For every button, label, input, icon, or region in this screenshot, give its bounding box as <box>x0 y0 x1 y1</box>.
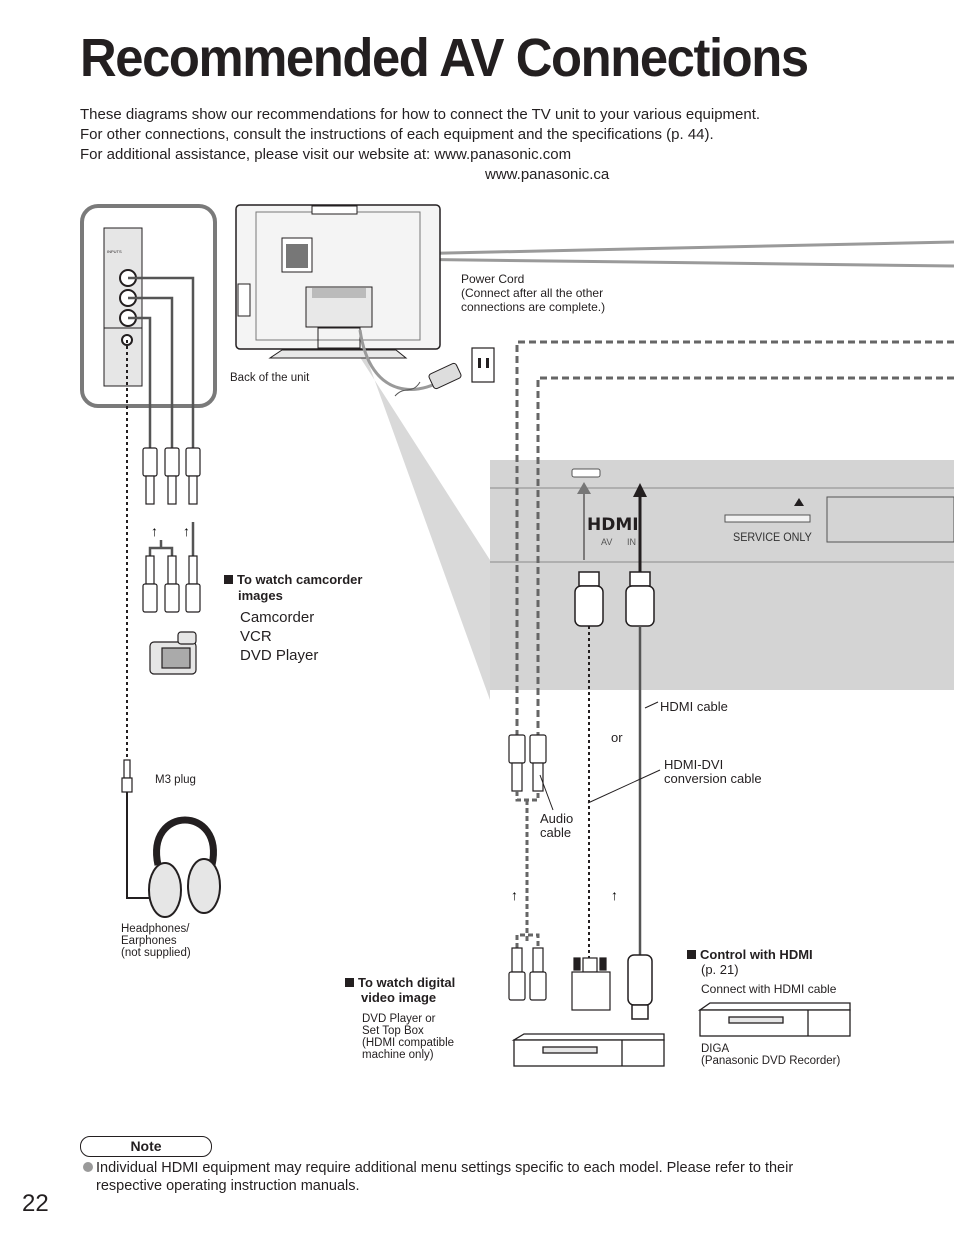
diga-recorder-icon <box>700 1003 850 1036</box>
digital-header <box>345 975 455 991</box>
back-of-unit-label: Back of the unit <box>230 372 310 384</box>
diga-label: (Panasonic DVD Recorder) <box>701 1055 841 1067</box>
tv-back-icon <box>236 205 440 358</box>
headphones-icon <box>149 820 220 917</box>
power-cord-note: (Connect after all the other <box>461 286 604 300</box>
control-hdmi-header <box>687 947 813 963</box>
audio-rca-plugs <box>509 735 546 791</box>
svg-text:↑: ↑ <box>151 523 158 539</box>
power-cord-label: Power Cord <box>461 272 525 286</box>
service-only-label: SERVICE ONLY <box>733 530 812 544</box>
digital-device-label: (HDMI compatible <box>362 1037 455 1049</box>
camcorder-header: images <box>238 588 283 603</box>
m3-plug <box>122 760 132 792</box>
intro-line: www.panasonic.ca <box>485 166 610 183</box>
hdmi-plug-lower <box>628 955 652 1019</box>
terminal-panel <box>490 460 954 690</box>
note-line: respective operating instruction manuals. <box>96 1178 360 1194</box>
digital-device-label: Set Top Box <box>362 1025 424 1037</box>
note-text <box>83 1159 883 1195</box>
header-text: Control with HDMI <box>700 947 813 962</box>
m3-plug-label: M3 plug <box>155 774 196 786</box>
header-text: To watch digital <box>358 975 456 990</box>
control-page-ref: (p. 21) <box>701 962 739 977</box>
digital-header: video image <box>361 990 437 1005</box>
camcorder-icon <box>150 632 196 674</box>
headphones-label: Headphones/ <box>121 923 190 935</box>
rca-plugs-lower <box>143 556 200 612</box>
service-slot <box>725 515 810 522</box>
svg-text:INPUTS: INPUTS <box>107 249 122 254</box>
device-label: VCR <box>240 628 272 645</box>
hdmi-logo: HDMI <box>587 515 639 535</box>
panel-in-label: IN <box>627 537 636 547</box>
note-heading: Note <box>80 1136 212 1157</box>
digital-device-label: machine only) <box>362 1049 434 1061</box>
square-bullet-icon <box>224 575 233 584</box>
camcorder-header <box>224 572 362 588</box>
svg-text:↑: ↑ <box>611 887 618 903</box>
power-cord-note: connections are complete.) <box>461 300 606 314</box>
svg-text:↑: ↑ <box>183 523 190 539</box>
digital-device-label: DVD Player or <box>362 1013 436 1025</box>
note-line: Individual HDMI equipment may require additional menu settings specific to each model. Please refer to their <box>96 1160 794 1176</box>
connect-hdmi-label: Connect with HDMI cable <box>701 982 837 996</box>
audio-rca-plugs-lower <box>509 948 546 1000</box>
header-text: To watch camcorder <box>237 572 363 587</box>
dvi-connector <box>572 958 610 1010</box>
square-bullet-icon <box>345 978 354 987</box>
square-bullet-icon <box>687 950 696 959</box>
device-label: Camcorder <box>240 609 315 626</box>
intro-line: For other connections, consult the instructions of each equipment and the specifications (p. 44). <box>80 126 714 143</box>
wall-outlet <box>472 348 494 382</box>
bullet-icon <box>83 1162 93 1172</box>
rca-plugs-upper <box>143 448 200 504</box>
or-label: or <box>611 730 623 745</box>
headphones-label: (not supplied) <box>121 947 191 959</box>
headphones-label: Earphones <box>121 935 177 947</box>
page-title: Recommended AV Connections <box>80 28 808 88</box>
hdmi-dvi-label: conversion cable <box>664 771 762 786</box>
diga-label: DIGA <box>701 1043 730 1055</box>
svg-text:↑: ↑ <box>511 887 518 903</box>
device-label: DVD Player <box>240 647 319 664</box>
intro-line: For additional assistance, please visit our website at: www.panasonic.com <box>80 146 572 163</box>
page-number: 22 <box>22 1190 49 1217</box>
audio-cable-label: cable <box>540 825 572 840</box>
intro-line: These diagrams show our recommendations for how to connect the TV unit to your various equipment. <box>80 106 761 123</box>
input-jack-frame <box>82 206 215 406</box>
panel-av-label: AV <box>601 537 613 547</box>
dvd-player-icon <box>514 1034 664 1066</box>
audio-cable-label: Audio <box>540 811 574 826</box>
hdmi-dvi-label: HDMI-DVI <box>664 757 724 772</box>
hdmi-cable-label: HDMI cable <box>660 699 728 714</box>
